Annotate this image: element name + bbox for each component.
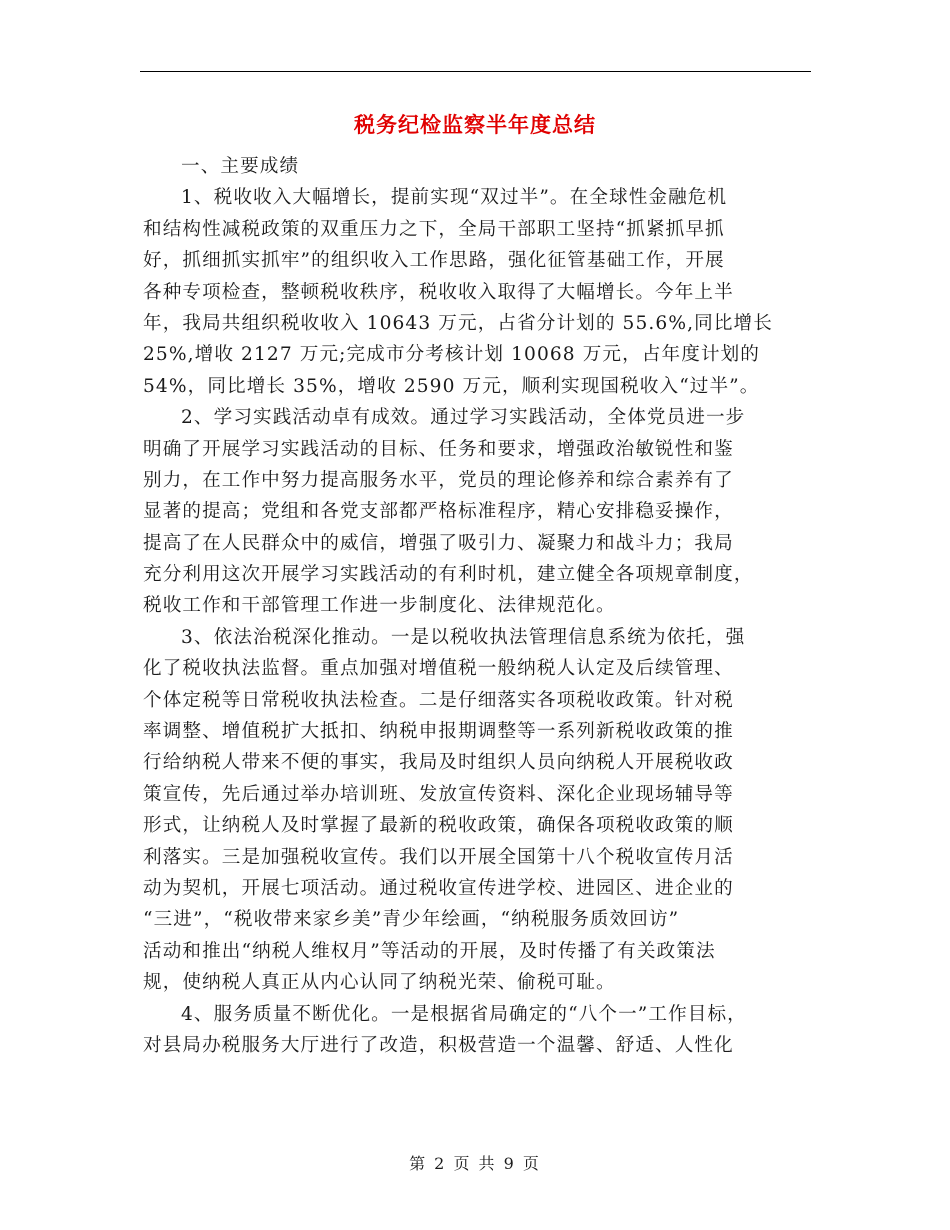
- text-line: 利落实。三是加强税收宣传。我们以开展全国第十八个税收宣传月活: [143, 846, 734, 868]
- text-line: 税收工作和干部管理工作进一步制度化、法律规范化。: [143, 595, 616, 617]
- text-line: 形式，让纳税人及时掌握了最新的税收政策，确保各项税收政策的顺: [143, 815, 734, 837]
- header-rule: [140, 71, 811, 72]
- text-line: 率调整、增值税扩大抵扣、纳税申报期调整等一系列新税收政策的推: [143, 721, 734, 743]
- text-line: 别力，在工作中努力提高服务水平，党员的理论修养和综合素养有了: [143, 469, 734, 491]
- text-line: 规，使纳税人真正从内心认同了纳税光荣、偷税可耻。: [143, 972, 616, 994]
- text-line: 54%，同比增长 35%，增收 2590 万元，顺利实现国税收入“过半”。: [143, 375, 760, 397]
- text-line: 4、服务质量不断优化。一是根据省局确定的“八个一”工作目标，: [181, 1003, 747, 1025]
- text-line: 策宣传，先后通过举办培训班、发放宣传资料、深化企业现场辅导等: [143, 783, 734, 805]
- text-line: 好，抓细抓实抓牢”的组织收入工作思路，强化征管基础工作，开展: [143, 250, 725, 272]
- text-line: 25%,增收 2127 万元;完成市分考核计划 10068 万元，占年度计划的: [143, 344, 760, 366]
- text-line: 行给纳税人带来不便的事实，我局及时组织人员向纳税人开展税收政: [143, 752, 734, 774]
- page-number-footer: 第 2 页 共 9 页: [409, 1154, 541, 1173]
- text-line: 3、依法治税深化推动。一是以税收执法管理信息系统为依托，强: [181, 626, 746, 648]
- text-line: 明确了开展学习实践活动的目标、任务和要求，增强政治敏锐性和鉴: [143, 438, 734, 460]
- text-line: 提高了在人民群众中的威信，增强了吸引力、凝聚力和战斗力；我局: [143, 532, 734, 554]
- text-line: “三进”，“税收带来家乡美”青少年绘画，“纳税服务质效回访”: [143, 909, 680, 931]
- text-line: 对县局办税服务大厅进行了改造，积极营造一个温馨、舒适、人性化: [143, 1034, 734, 1056]
- text-line: 和结构性减税政策的双重压力之下，全局干部职工坚持“抓紧抓早抓: [143, 218, 725, 240]
- text-line: 一、主要成绩: [181, 156, 300, 177]
- document-title: 税务纪检监察半年度总结: [354, 112, 596, 137]
- text-line: 化了税收执法监督。重点加强对增值税一般纳税人认定及后续管理、: [143, 658, 734, 680]
- text-line: 个体定税等日常税收执法检查。二是仔细落实各项税收政策。针对税: [143, 689, 734, 711]
- text-line: 年，我局共组织税收收入 10643 万元，占省分计划的 55.6%,同比增长: [143, 312, 773, 334]
- text-line: 动为契机，开展七项活动。通过税收宣传进学校、进园区、进企业的: [143, 877, 734, 899]
- document-body: [143, 151, 811, 1061]
- text-line: 2、学习实践活动卓有成效。通过学习实践活动，全体党员进一步: [181, 407, 746, 429]
- text-line: 显著的提高；党组和各党支部都严格标准程序，精心安排稳妥操作，: [143, 501, 734, 523]
- text-line: 充分利用这次开展学习实践活动的有利时机，建立健全各项规章制度，: [143, 564, 754, 586]
- text-line: 1、税收收入大幅增长，提前实现“双过半”。在全球性金融危机: [181, 187, 728, 209]
- text-line: 各种专项检查，整顿税收秩序，税收收入取得了大幅增长。今年上半: [143, 281, 734, 303]
- text-line: 活动和推出“纳税人维权月”等活动的开展，及时传播了有关政策法: [143, 940, 716, 962]
